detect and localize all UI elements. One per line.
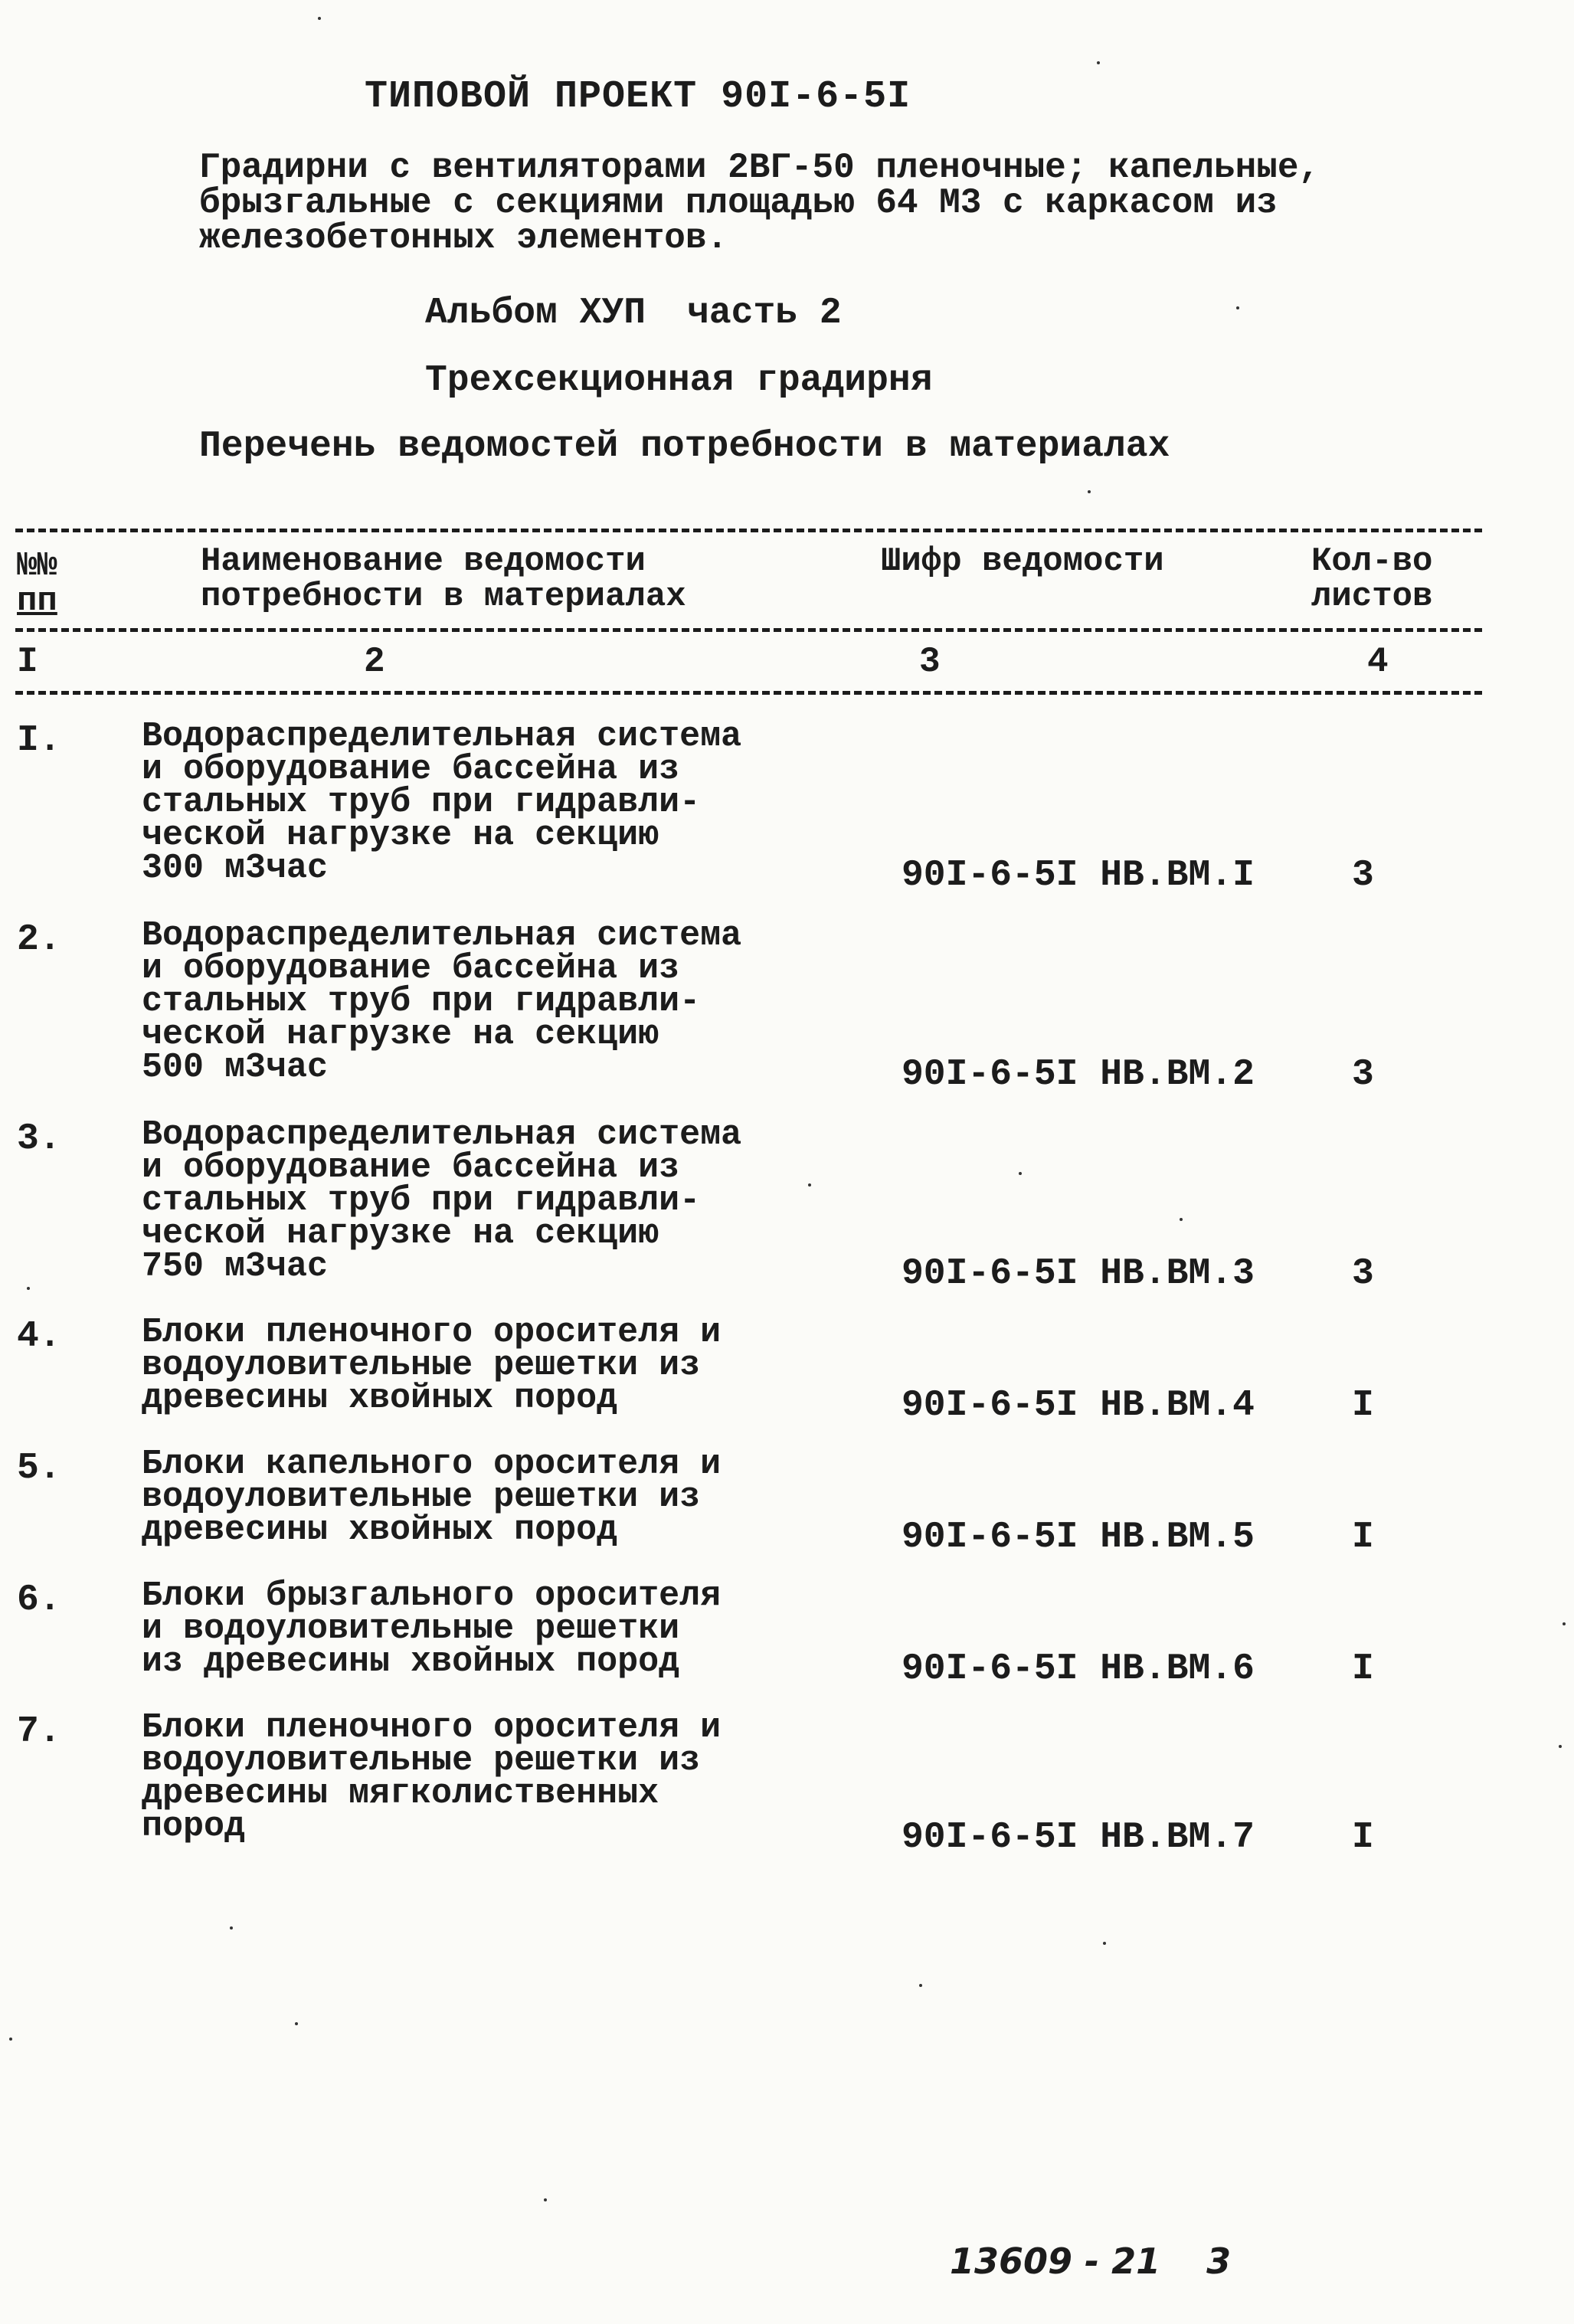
- scan-speck: [1103, 1942, 1106, 1945]
- row-code: 90I-6-5I НВ.ВМ.3: [902, 1253, 1255, 1295]
- row-name-line: и оборудование бассейна из: [142, 949, 680, 988]
- row-number: 7.: [17, 1711, 61, 1753]
- row-name-line: водоуловительные решетки из: [142, 1478, 701, 1517]
- row-name: [142, 1576, 831, 1681]
- column-number-4: 4: [1367, 642, 1389, 682]
- row-name-line: Блоки пленочного оросителя и: [142, 1708, 722, 1747]
- scan-speck: [1559, 1745, 1562, 1748]
- project-description: Градирни с вентиляторами 2ВГ-50 пленочные; капельные, брызгальные с секциями площадью 64 М3 с каркасом из железобетонных элементов.: [199, 148, 1320, 258]
- header-number: [17, 548, 57, 619]
- row-name-line: ческой нагрузке на секцию: [142, 1015, 659, 1054]
- row-name-line: и водоуловительные решетки: [142, 1609, 680, 1648]
- header-name-line1: Наименование ведомости: [201, 542, 646, 581]
- row-name-line: Блоки брызгального оросителя: [142, 1576, 722, 1615]
- row-number: 3.: [17, 1118, 61, 1160]
- row-count: I: [1352, 1648, 1374, 1690]
- list-title: Перечень ведомостей потребности в материалах: [199, 426, 1170, 467]
- row-name-line: водоуловительные решетки из: [142, 1346, 701, 1385]
- row-name-line: стальных труб при гидравли-: [142, 982, 701, 1021]
- row-number: 5.: [17, 1448, 61, 1489]
- row-name-line: ческой нагрузке на секцию: [142, 1214, 659, 1253]
- row-name-line: 300 м3час: [142, 849, 329, 888]
- row-code: 90I-6-5I НВ.ВМ.7: [902, 1817, 1255, 1858]
- row-name: [142, 1708, 831, 1846]
- header-name: [201, 544, 686, 614]
- scan-speck: [1180, 1218, 1183, 1221]
- row-name: [142, 717, 831, 888]
- row-count: 3: [1352, 1253, 1374, 1295]
- scan-speck: [544, 2198, 547, 2201]
- scan-speck: [27, 1287, 30, 1290]
- row-name: [142, 1313, 831, 1418]
- row-number: 6.: [17, 1579, 61, 1621]
- row-name-line: Водораспределительная система: [142, 1115, 742, 1154]
- row-name-line: древесины хвойных пород: [142, 1379, 618, 1418]
- row-name-line: пород: [142, 1807, 246, 1846]
- row-name-line: и оборудование бассейна из: [142, 1148, 680, 1187]
- row-name-line: древесины хвойных пород: [142, 1511, 618, 1550]
- document-subtitle: Трехсекционная градирня: [425, 360, 933, 401]
- project-title: ТИПОВОЙ ПРОЕКТ 90I-6-5I: [365, 75, 911, 119]
- row-number: 2.: [17, 919, 61, 961]
- row-number: I.: [17, 720, 61, 761]
- row-name-line: 750 м3час: [142, 1247, 329, 1286]
- row-count: 3: [1352, 855, 1374, 896]
- scan-speck: [9, 2038, 12, 2041]
- row-name: [142, 1115, 831, 1286]
- scan-speck: [1236, 306, 1239, 309]
- header-name-line2: потребности в материалах: [201, 578, 686, 616]
- row-count: I: [1352, 1817, 1374, 1858]
- row-number: 4.: [17, 1316, 61, 1357]
- row-name-line: стальных труб при гидравли-: [142, 1181, 701, 1220]
- row-count: I: [1352, 1385, 1374, 1426]
- row-name: [142, 916, 831, 1087]
- column-number-2: 2: [364, 642, 385, 682]
- scan-speck: [295, 2022, 298, 2025]
- scan-speck: [1088, 490, 1091, 493]
- row-code: 90I-6-5I НВ.ВМ.4: [902, 1385, 1255, 1426]
- row-name: [142, 1445, 831, 1550]
- scan-speck: [318, 17, 321, 20]
- archive-stamp: [950, 2241, 1231, 2282]
- stamp-number: 13609 - 21: [950, 2241, 1161, 2282]
- row-name-line: водоуловительные решетки из: [142, 1741, 701, 1780]
- header-code: Шифр ведомости: [881, 542, 1164, 581]
- row-name-line: из древесины хвойных пород: [142, 1642, 680, 1681]
- column-number-1: I: [17, 642, 38, 682]
- scan-speck: [1019, 1172, 1022, 1175]
- album-heading: [425, 293, 842, 334]
- row-name-line: стальных труб при гидравли-: [142, 783, 701, 822]
- row-name-line: Блоки капельного оросителя и: [142, 1445, 722, 1484]
- row-code: 90I-6-5I НВ.ВМ.5: [902, 1517, 1255, 1558]
- scan-speck: [808, 1183, 811, 1187]
- row-name-line: 500 м3час: [142, 1048, 329, 1087]
- header-count-line1: Кол-во: [1311, 542, 1433, 581]
- row-name-line: Блоки пленочного оросителя и: [142, 1313, 722, 1352]
- row-count: I: [1352, 1517, 1374, 1558]
- column-number-rule: [15, 691, 1482, 695]
- header-count-line2: листов: [1311, 578, 1433, 616]
- table-top-rule: [15, 529, 1482, 532]
- part-label: часть 2: [687, 293, 842, 334]
- row-name-line: древесины мягколиственных: [142, 1774, 659, 1813]
- row-code: 90I-6-5I НВ.ВМ.6: [902, 1648, 1255, 1690]
- scan-speck: [1563, 1622, 1566, 1625]
- album-label: Альбом ХУП: [425, 293, 646, 334]
- row-name-line: Водораспределительная система: [142, 717, 742, 756]
- row-name-line: Водораспределительная система: [142, 916, 742, 955]
- stamp-page: 3: [1206, 2241, 1232, 2282]
- header-rule: [15, 628, 1482, 632]
- header-num-sign: №№: [17, 547, 57, 585]
- column-number-3: 3: [919, 642, 941, 682]
- row-code: 90I-6-5I НВ.ВМ.2: [902, 1054, 1255, 1095]
- header-num-sub: пп: [17, 582, 57, 620]
- row-name-line: ческой нагрузке на секцию: [142, 816, 659, 855]
- scan-speck: [230, 1926, 233, 1930]
- row-name-line: и оборудование бассейна из: [142, 750, 680, 789]
- row-code: 90I-6-5I НВ.ВМ.I: [902, 855, 1255, 896]
- scan-speck: [919, 1984, 922, 1987]
- scan-speck: [1097, 61, 1100, 64]
- row-count: 3: [1352, 1054, 1374, 1095]
- header-count: [1311, 544, 1432, 614]
